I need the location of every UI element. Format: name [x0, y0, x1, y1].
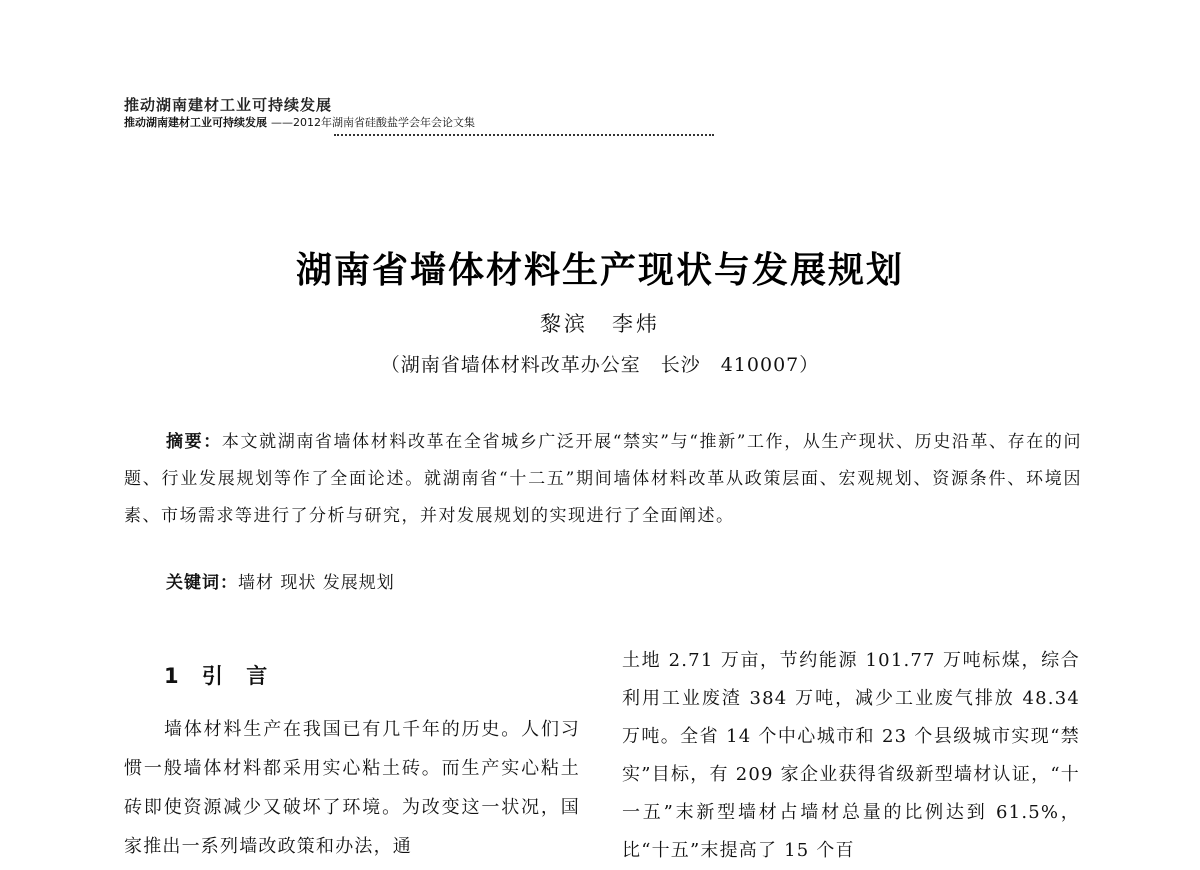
keywords-label: 关键词： [166, 573, 238, 593]
keywords-text: 墙材 现状 发展规划 [238, 573, 395, 593]
header-dotted-rule [334, 134, 714, 138]
abstract [124, 424, 1082, 535]
abstract-text: 本文就湖南省墙体材料改革在全省城乡广泛开展“禁实”与“推新”工作，从生产现状、历史沿革、存在的问题、行业发展规划等作了全面论述。就湖南省“十二五”期间墙体材料改革从政策层面、宏观规划、资源条件、环境因素、市场需求等进行了分析与研究，并对发展规划的实现进行了全面阐述。 [124, 432, 1083, 526]
body-right-column: 土地 2.71 万亩，节约能源 101.77 万吨标煤，综合利用工业废渣 384 万吨，减少工业废气排放 48.34 万吨。全省 14 个中心城市和 23 个县级城市实现“禁实”目标，有 209 家企业获得省级新型墙材认证，“十一五”末新型墙材占墙材总量的比例达到 61.5%，比“十五”末提高了 15 个百 [622, 650, 1080, 861]
paper-title: 湖南省墙体材料生产现状与发展规划 [295, 250, 904, 291]
header-proceedings-line [124, 114, 475, 130]
paper-authors: 黎滨 李炜 [540, 312, 660, 336]
header-proceedings-sub: ——2012年湖南省硅酸盐学会年会论文集 [271, 116, 475, 129]
header-series-title: 推动湖南建材工业可持续发展 [124, 96, 333, 114]
keywords [166, 568, 395, 593]
body-left-column: 墙体材料生产在我国已有几千年的历史。人们习惯一般墙体材料都采用实心粘土砖。而生产实心粘土砖即使资源减少又破坏了环境。为改变这一状况，国家推出一系列墙改政策和办法，通 [124, 719, 580, 857]
section-heading-introduction: 1 引 言 [164, 664, 268, 688]
abstract-label: 摘要： [166, 432, 222, 452]
header-proceedings-main: 推动湖南建材工业可持续发展 [124, 116, 267, 129]
running-header [124, 94, 644, 142]
author-affiliation: （湖南省墙体材料改革办公室 长沙 410007） [380, 354, 820, 376]
